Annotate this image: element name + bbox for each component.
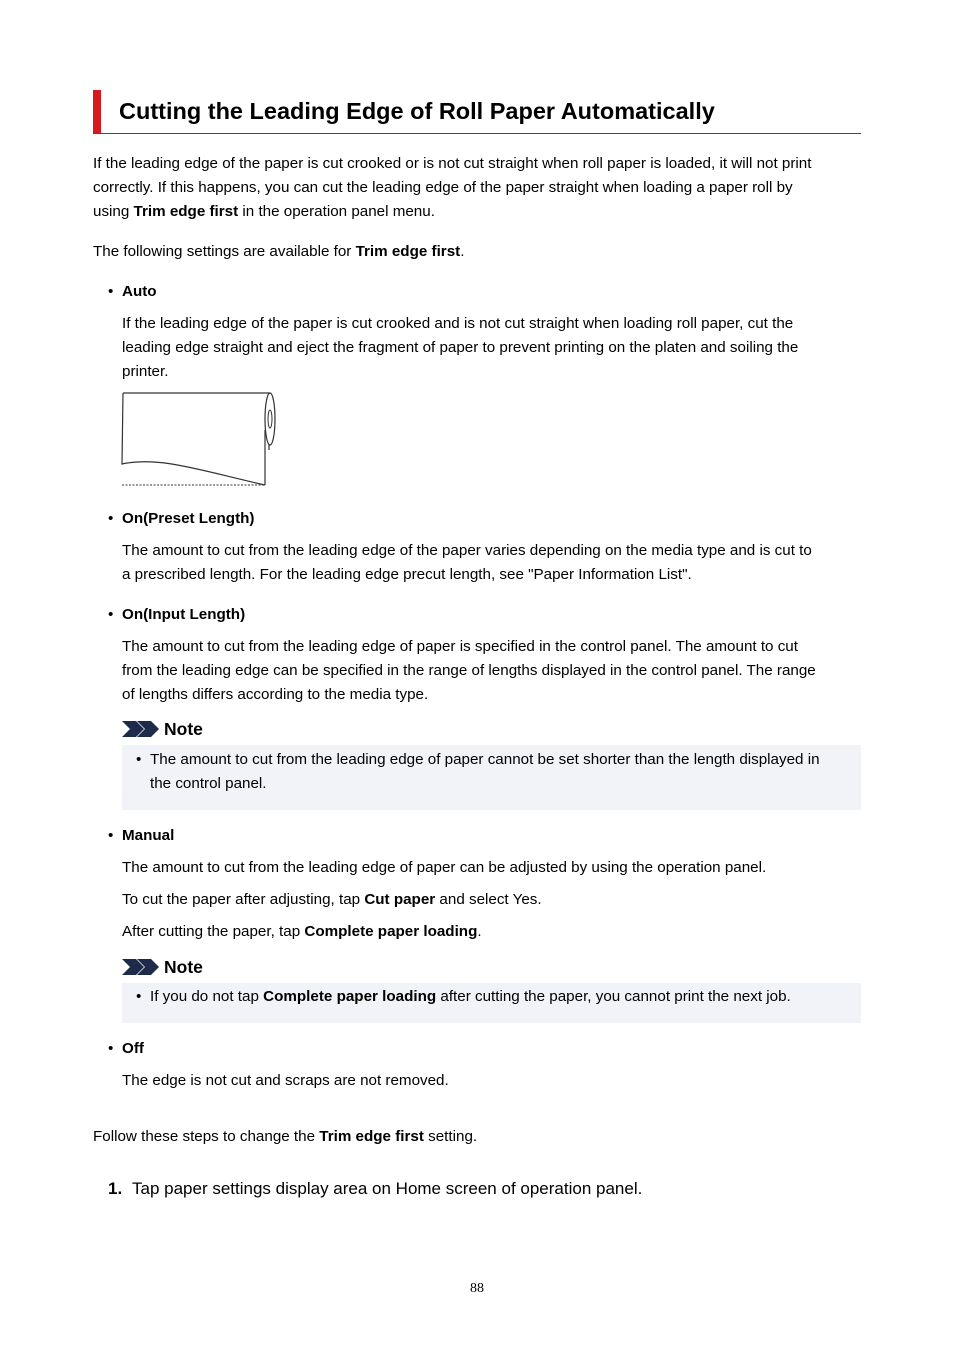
page-header — [93, 90, 861, 134]
option-preset-label: On(Preset Length) — [122, 510, 255, 527]
option-input-label: On(Input Length) — [122, 606, 246, 623]
option-auto-line-1: If the leading edge of the paper is cut crooked and is not cut straight when loading roll paper, cut the — [122, 315, 794, 332]
settings-intro: The following settings are available for Trim edge first. — [93, 243, 465, 260]
bullet: • — [136, 751, 142, 768]
option-manual-line-3: After cutting the paper, tap Complete paper loading. — [122, 923, 482, 940]
intro-line-3: using Trim edge first in the operation panel menu. — [93, 203, 435, 220]
page-title: Cutting the Leading Edge of Roll Paper Automatically — [119, 98, 715, 124]
note-line: If you do not tap Complete paper loading after cutting the paper, you cannot print the next job. — [150, 988, 791, 1005]
bullet: • — [108, 283, 114, 300]
complete-paper-loading-term: Complete paper loading — [304, 923, 478, 940]
option-input-line-3: of lengths differs according to the media type. — [122, 686, 429, 703]
cut-paper-term: Cut paper — [364, 891, 436, 908]
note-title: Note — [164, 719, 203, 739]
bullet: • — [108, 606, 114, 623]
double-chevron-icon — [122, 959, 160, 975]
double-chevron-icon — [122, 721, 160, 737]
page-number: 88 — [470, 1281, 484, 1296]
option-preset-line-2: a prescribed length. For the leading edge precut length, see "Paper Information List". — [122, 566, 692, 583]
note-line-1: The amount to cut from the leading edge of paper cannot be set shorter than the length displayed in — [150, 751, 820, 768]
option-preset-line-1: The amount to cut from the leading edge of the paper varies depending on the media type and is cut to — [122, 542, 812, 559]
follow-steps-text: Follow these steps to change the Trim edge first setting. — [93, 1128, 478, 1145]
option-manual-label: Manual — [122, 827, 175, 844]
note-box — [122, 745, 861, 810]
roll-paper-illustration — [119, 390, 279, 490]
trim-edge-first-term: Trim edge first — [133, 203, 239, 220]
bullet: • — [136, 988, 142, 1005]
step-text: Tap paper settings display area on Home screen of operation panel. — [132, 1179, 643, 1198]
bullet: • — [108, 827, 114, 844]
option-manual-line-1: The amount to cut from the leading edge of paper can be adjusted by using the operation panel. — [122, 859, 767, 876]
step-number: 1. — [108, 1179, 123, 1198]
note-line-2: the control panel. — [150, 775, 267, 792]
option-manual-line-2: To cut the paper after adjusting, tap Cut paper and select Yes. — [122, 891, 542, 908]
note-title: Note — [164, 957, 203, 977]
option-off-label: Off — [122, 1040, 144, 1057]
intro-line-2: correctly. If this happens, you can cut the leading edge of the paper straight when loading a paper roll by — [93, 179, 793, 196]
option-auto-line-2: leading edge straight and eject the fragment of paper to prevent printing on the platen and soiling the — [122, 339, 799, 356]
option-auto-line-3: printer. — [122, 363, 169, 380]
bullet: • — [108, 510, 114, 527]
option-auto-label: Auto — [122, 283, 157, 300]
option-input-line-1: The amount to cut from the leading edge of paper is specified in the control panel. The amount to cut — [122, 638, 798, 655]
intro-line-1: If the leading edge of the paper is cut crooked or is not cut straight when roll paper is loaded, it will not print — [93, 155, 812, 172]
option-input-line-2: from the leading edge can be specified in the range of lengths displayed in the control panel. The range — [122, 662, 816, 679]
bullet: • — [108, 1040, 114, 1057]
note-box — [122, 983, 861, 1023]
option-off-line-1: The edge is not cut and scraps are not removed. — [122, 1072, 449, 1089]
title-accent-bar — [93, 90, 101, 133]
